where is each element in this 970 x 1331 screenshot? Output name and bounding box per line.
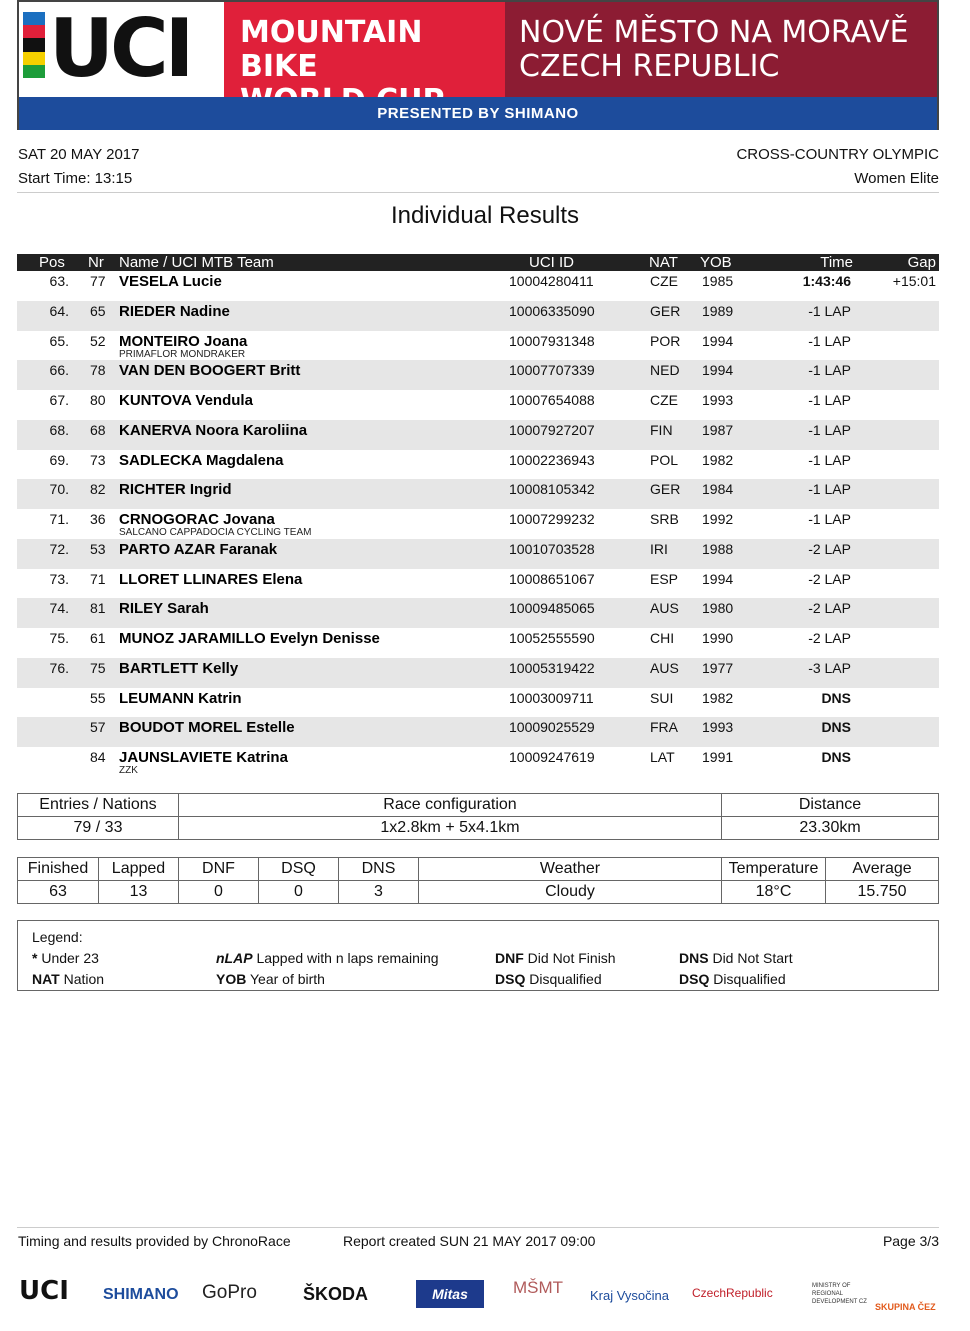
result-yob: 1990: [702, 630, 734, 646]
result-nr: 77: [90, 273, 106, 289]
presented-by: PRESENTED BY SHIMANO: [19, 97, 937, 130]
distance-label: Distance: [722, 794, 939, 817]
race-info-table: [17, 793, 939, 840]
result-nat: AUS: [650, 600, 679, 617]
table-row: [17, 450, 939, 480]
result-nr: 61: [90, 630, 106, 646]
table-row: [17, 271, 939, 301]
result-team: ZZK: [119, 765, 138, 776]
timing-credit: Timing and results provided by ChronoRace: [18, 1233, 291, 1249]
result-nat: FRA: [650, 719, 678, 736]
result-name: LLORET LLINARES Elena: [119, 570, 303, 588]
result-team: PRIMAFLOR MONDRAKER: [119, 348, 246, 360]
result-nat: CZE: [650, 392, 678, 408]
table-row: [17, 360, 939, 390]
sponsor-kraj-vysocina-logo: Kraj Vysočina: [590, 1288, 669, 1303]
result-yob: 1994: [702, 362, 734, 379]
result-time: -1 LAP: [808, 302, 851, 319]
result-nr: 81: [90, 600, 106, 617]
result-team: SALCANO CAPPADOCIA CYCLING TEAM: [119, 527, 312, 538]
result-yob: 1980: [702, 600, 734, 617]
table-row: [17, 717, 939, 747]
result-nr: 71: [90, 570, 106, 587]
result-nat: ESP: [650, 570, 679, 587]
entries-label: Entries / Nations: [18, 794, 179, 817]
report-created: Report created SUN 21 MAY 2017 09:00: [343, 1233, 596, 1249]
col-nr: Nr: [88, 254, 104, 271]
legend-under23: * Under 23: [32, 950, 99, 966]
result-name: VAN DEN BOOGERT Britt: [119, 362, 301, 380]
table-row: [17, 331, 939, 361]
dns-label: DNS: [339, 858, 419, 881]
legend-dsq-2: DSQ Disqualified: [679, 971, 786, 987]
result-time: -1 LAP: [808, 332, 851, 349]
dsq-value: 0: [259, 881, 339, 904]
result-uci-id: 10007927207: [509, 421, 595, 438]
result-name: MONTEIRO Joana: [119, 332, 248, 350]
result-nr: 78: [90, 362, 106, 379]
legend-dns: DNS Did Not Start: [679, 950, 793, 966]
result-uci-id: 10010703528: [509, 540, 595, 557]
result-nr: 55: [90, 689, 106, 706]
start-time: Start Time: 13:15: [18, 170, 133, 187]
legend-nlap: nLAP Lapped with n laps remaining: [216, 950, 439, 966]
sponsor-gopro-logo: GoPro: [202, 1282, 257, 1303]
discipline: CROSS-COUNTRY OLYMPIC: [736, 146, 939, 163]
result-nat: POR: [650, 332, 681, 349]
result-nat: NED: [650, 362, 680, 379]
result-time: DNS: [821, 689, 851, 706]
distance-value: 23.30km: [722, 817, 939, 840]
result-time: -1 LAP: [808, 481, 851, 498]
result-pos: 75.: [49, 630, 69, 646]
table-row: [17, 390, 939, 420]
table-row: [17, 420, 939, 450]
result-uci-id: 10007654088: [509, 392, 595, 408]
result-pos: 72.: [49, 540, 69, 557]
sponsor-strip: [17, 1272, 939, 1322]
col-uci-id: UCI ID: [529, 254, 574, 271]
result-uci-id: 10006335090: [509, 302, 595, 319]
sponsor-czechrepublic-logo: CzechRepublic: [692, 1286, 773, 1300]
result-uci-id: 10002236943: [509, 451, 595, 468]
result-uci-id: 10005319422: [509, 659, 595, 676]
result-yob: 1982: [702, 689, 734, 706]
result-yob: 1993: [702, 392, 734, 408]
result-yob: 1989: [702, 302, 734, 319]
table-row: [17, 569, 939, 599]
venue-line-1: NOVÉ MĚSTO NA MORAVĚ: [519, 15, 909, 50]
sponsor-cez-logo: SKUPINA ČEZ: [875, 1302, 936, 1312]
result-uci-id: 10004280411: [509, 273, 594, 289]
table-row: [17, 479, 939, 509]
temperature-label: Temperature: [722, 858, 826, 881]
result-nr: 36: [90, 511, 106, 527]
entries-value: 79 / 33: [18, 817, 179, 840]
table-row: [17, 688, 939, 718]
lapped-label: Lapped: [99, 858, 179, 881]
dnf-label: DNF: [179, 858, 259, 881]
dns-value: 3: [339, 881, 419, 904]
event-banner: [17, 0, 939, 130]
finished-label: Finished: [18, 858, 99, 881]
legend-title: Legend:: [32, 929, 83, 945]
average-value: 15.750: [826, 881, 939, 904]
result-pos: 76.: [49, 659, 69, 676]
race-stats-table: [17, 857, 939, 904]
col-name: Name / UCI MTB Team: [119, 254, 274, 271]
result-yob: 1982: [702, 451, 734, 468]
series-line-1: MOUNTAIN BIKE: [240, 15, 423, 84]
result-name: PARTO AZAR Faranak: [119, 540, 278, 558]
result-yob: 1987: [702, 421, 734, 438]
result-nat: CZE: [650, 273, 678, 289]
sponsor-uci-logo: UCI: [19, 1276, 69, 1306]
result-name: LEUMANN Katrin: [119, 689, 242, 707]
table-row: [17, 598, 939, 628]
result-name: MUNOZ JARAMILLO Evelyn Denisse: [119, 630, 380, 647]
result-yob: 1984: [702, 481, 734, 498]
table-row: [17, 301, 939, 331]
result-time: -2 LAP: [808, 630, 851, 646]
uci-wordmark: UCI: [49, 2, 191, 95]
sponsor-shimano-logo: SHIMANO: [103, 1286, 179, 1303]
result-uci-id: 10007931348: [509, 332, 595, 349]
dnf-value: 0: [179, 881, 259, 904]
venue-title: [505, 2, 937, 97]
result-yob: 1977: [702, 659, 734, 676]
table-row: [17, 539, 939, 569]
result-uci-id: 10009025529: [509, 719, 595, 736]
sponsor-mitas-logo: Mitas: [416, 1280, 484, 1308]
result-nat: IRI: [650, 540, 668, 557]
result-nat: SUI: [650, 689, 674, 706]
result-time: -1 LAP: [808, 392, 851, 408]
sponsor-skoda-logo: ŠKODA: [303, 1284, 369, 1304]
result-time: 1:43:46: [802, 273, 851, 289]
page-title: Individual Results: [390, 202, 580, 229]
col-time: Time: [820, 254, 853, 271]
result-pos: 65.: [49, 332, 69, 349]
result-nr: 73: [90, 451, 106, 468]
result-name: KUNTOVA Vendula: [119, 392, 253, 409]
result-nr: 84: [90, 749, 106, 765]
config-value: 1x2.8km + 5x4.1km: [179, 817, 722, 840]
venue-line-2: CZECH REPUBLIC: [519, 49, 780, 84]
result-nr: 52: [90, 332, 106, 349]
result-nat: LAT: [650, 749, 675, 765]
result-nr: 57: [90, 719, 106, 736]
legend-dnf: DNF Did Not Finish: [495, 950, 616, 966]
legend-nat: NAT Nation: [32, 971, 105, 987]
result-time: -1 LAP: [808, 421, 851, 438]
result-uci-id: 10007299232: [509, 511, 595, 527]
result-name: SADLECKA Magdalena: [119, 451, 284, 469]
result-nr: 68: [90, 421, 106, 438]
result-time: -1 LAP: [808, 511, 851, 527]
result-nr: 53: [90, 540, 106, 557]
result-uci-id: 10007707339: [509, 362, 595, 379]
result-time: -1 LAP: [808, 362, 851, 379]
result-nat: GER: [650, 302, 681, 319]
race-date: SAT 20 MAY 2017: [18, 146, 140, 163]
result-nr: 82: [90, 481, 106, 498]
result-name: VESELA Lucie: [119, 273, 222, 290]
dsq-label: DSQ: [259, 858, 339, 881]
result-name: RICHTER Ingrid: [119, 481, 232, 499]
weather-label: Weather: [419, 858, 722, 881]
col-yob: YOB: [700, 254, 732, 271]
result-pos: 63.: [49, 273, 69, 289]
table-row: [17, 509, 939, 539]
result-uci-id: 10009247619: [509, 749, 595, 765]
result-yob: 1991: [702, 749, 734, 765]
result-yob: 1994: [702, 570, 734, 587]
result-nat: SRB: [650, 511, 679, 527]
legend-yob: YOB Year of birth: [216, 971, 325, 987]
result-yob: 1992: [702, 511, 734, 527]
result-gap: +15:01: [892, 273, 936, 289]
results-table-header: [17, 254, 939, 271]
series-title: [224, 2, 505, 97]
result-nr: 80: [90, 392, 106, 408]
result-pos: 70.: [49, 481, 69, 498]
result-uci-id: 10009485065: [509, 600, 595, 617]
col-nat: NAT: [649, 254, 678, 271]
result-name: KANERVA Noora Karoliina: [119, 421, 308, 439]
result-uci-id: 10008105342: [509, 481, 595, 498]
result-name: RILEY Sarah: [119, 600, 209, 618]
table-row: [17, 628, 939, 658]
result-time: -1 LAP: [808, 451, 851, 468]
weather-value: Cloudy: [419, 881, 722, 904]
result-pos: 67.: [49, 392, 69, 408]
result-pos: 73.: [49, 570, 69, 587]
result-nat: CHI: [650, 630, 675, 646]
legend-dsq: DSQ Disqualified: [495, 971, 602, 987]
result-nat: POL: [650, 451, 679, 468]
result-pos: 66.: [49, 362, 69, 379]
result-pos: 71.: [49, 511, 69, 527]
result-uci-id: 10008651067: [509, 570, 595, 587]
divider: [17, 192, 939, 193]
result-time: -2 LAP: [808, 570, 851, 587]
result-pos: 69.: [49, 451, 69, 468]
average-label: Average: [826, 858, 939, 881]
result-time: -3 LAP: [808, 659, 851, 676]
result-pos: 74.: [49, 600, 69, 617]
result-nr: 75: [90, 659, 106, 676]
result-yob: 1993: [702, 719, 734, 736]
result-yob: 1988: [702, 540, 734, 557]
result-time: -2 LAP: [808, 540, 851, 557]
result-nat: GER: [650, 481, 681, 498]
table-row: [17, 658, 939, 688]
table-row: [17, 747, 939, 777]
rainbow-stripes-icon: [23, 12, 45, 78]
result-uci-id: 10052555590: [509, 630, 595, 646]
result-name: CRNOGORAC Jovana: [119, 511, 275, 528]
result-name: JAUNSLAVIETE Katrina: [119, 749, 288, 766]
result-pos: 68.: [49, 421, 69, 438]
legend-box: [17, 920, 939, 991]
result-uci-id: 10003009711: [509, 689, 594, 706]
sponsor-msmt-logo: MŠMT: [513, 1278, 564, 1297]
footer-divider: [17, 1227, 939, 1228]
config-label: Race configuration: [179, 794, 722, 817]
page-number: Page 3/3: [882, 1233, 939, 1249]
temperature-value: 18°C: [722, 881, 826, 904]
result-time: DNS: [821, 749, 851, 765]
col-gap: Gap: [907, 254, 936, 271]
result-nr: 65: [90, 302, 106, 319]
result-time: DNS: [821, 719, 851, 736]
result-pos: 64.: [49, 302, 69, 319]
result-name: RIEDER Nadine: [119, 302, 230, 320]
result-name: BARTLETT Kelly: [119, 659, 239, 677]
lapped-value: 13: [99, 881, 179, 904]
uci-logo: [19, 2, 224, 97]
result-nat: AUS: [650, 659, 679, 676]
finished-value: 63: [18, 881, 99, 904]
sponsor-ministry-logo: MINISTRY OF REGIONAL DEVELOPMENT CZ: [812, 1283, 867, 1305]
result-yob: 1985: [702, 273, 734, 289]
col-pos: Pos: [39, 254, 65, 271]
result-time: -2 LAP: [808, 600, 851, 617]
result-yob: 1994: [702, 332, 734, 349]
result-name: BOUDOT MOREL Estelle: [119, 719, 295, 737]
category: Women Elite: [854, 170, 939, 187]
result-nat: FIN: [650, 421, 673, 438]
